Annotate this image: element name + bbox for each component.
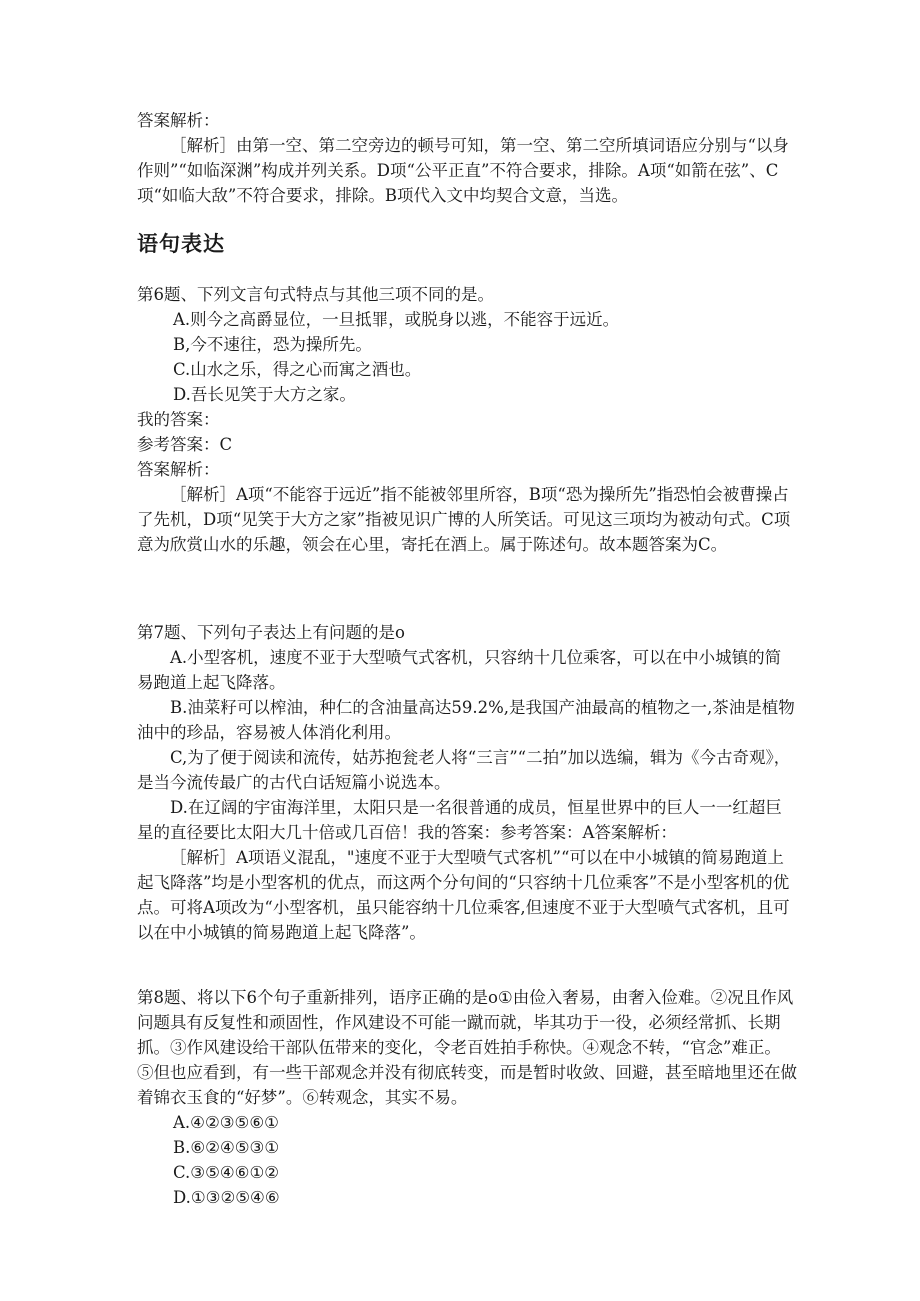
option-c: C.③⑤④⑥①② xyxy=(173,1163,280,1182)
option-b: B.⑥②④⑤③① xyxy=(173,1138,280,1157)
option-c: C.山水之乐，得之心而寓之酒也。 xyxy=(173,360,422,379)
my-answer: 我的答案： xyxy=(137,410,220,429)
question-6 xyxy=(137,282,797,557)
analysis-text: ［解析］A项“不能容于远近”指不能被邻里所容，B项“恐为操所先”指恐怕会被曹操占了先机，D项“见笑于大方之家”指被见识广博的人所笑话。可见这三项均为被动句式。C项意为欣赏山水的乐趣，领会在心里，寄托在酒上。属于陈述句。故本题答案为C。 xyxy=(137,485,791,554)
question-stem: 第7题、下列句子表达上有问题的是o xyxy=(137,623,405,642)
option-a: A.④②③⑤⑥① xyxy=(173,1113,279,1132)
question-7 xyxy=(137,620,797,945)
section-title: 语句表达 xyxy=(137,232,225,256)
analysis-text: ［解析］由第一空、第二空旁边的顿号可知，第一空、第二空所填词语应分别与“以身作则”“如临深渊”构成并列关系。D项“公平正直”不符合要求，排除。A项“如箭在弦”、C项“如临大敌”不符合要求，排除。B项代入文中均契合文意，当选。 xyxy=(137,136,789,205)
prev-question-analysis xyxy=(137,108,797,208)
option-d: D.①③②⑤④⑥ xyxy=(173,1188,280,1207)
option-c: C,为了便于阅读和流传，姑苏抱瓮老人将“三言”“二拍”加以选编，辑为《今古奇观》，是当今流传最广的古代白话短篇小说选本。 xyxy=(137,748,791,792)
analysis-text: ［解析］A项语义混乱，"速度不亚于大型喷气式客机”“可以在中小城镇的简易跑道上起飞降落”均是小型客机的优点，而这两个分句间的“只容纳十几位乘客”不是小型客机的优点。可将A项改为“小型客机，虽只能容纳十几位乘客,但速度不亚于大型喷气式客机，且可以在中小城镇的简易跑道上起飞降落”。 xyxy=(137,848,790,942)
reference-answer: 参考答案：C xyxy=(137,435,233,454)
option-b: B.油菜籽可以榨油，种仁的含油量高达59.2%,是我国产油最高的植物之一,茶油是植物油中的珍品，容易被人体消化利用。 xyxy=(137,698,795,742)
question-stem: 第8题、将以下6个句子重新排列，语序正确的是o①由俭入奢易，由奢入俭难。②况且作风问题具有反复性和顽固性，作风建设不可能一蹴而就，毕其功于一役，必须经常抓、长期抓。③作风建设给干部队伍带来的变化，令老百姓拍手称快。④观念不转，“官念”难正。⑤但也应看到，有一些干部观念并没有彻底转变，而是暂时收敛、回避，甚至暗地里还在做着锦衣玉食的“好梦”。⑥转观念，其实不易。 xyxy=(137,988,797,1107)
analysis-label: 答案解析： xyxy=(137,460,220,479)
question-stem: 第6题、下列文言句式特点与其他三项不同的是。 xyxy=(137,285,494,304)
option-a: A.小型客机，速度不亚于大型喷气式客机，只容纳十几位乘客，可以在中小城镇的简易跑道上起飞降落。 xyxy=(137,648,782,692)
option-a: A.则今之高爵显位，一旦抵罪，或脱身以逃，不能容于远近。 xyxy=(173,310,620,329)
option-b: B,今不速往，恐为操所先。 xyxy=(173,335,372,354)
option-d: D.吾长见笑于大方之家。 xyxy=(173,385,356,404)
question-8 xyxy=(137,985,797,1210)
analysis-label: 答案解析： xyxy=(137,111,220,130)
option-d: D.在辽阔的宇宙海洋里，太阳只是一名很普通的成员，恒星世界中的巨人一一红超巨星的直径要比太阳大几十倍或几百倍！我的答案：参考答案：A答案解析： xyxy=(137,798,782,842)
